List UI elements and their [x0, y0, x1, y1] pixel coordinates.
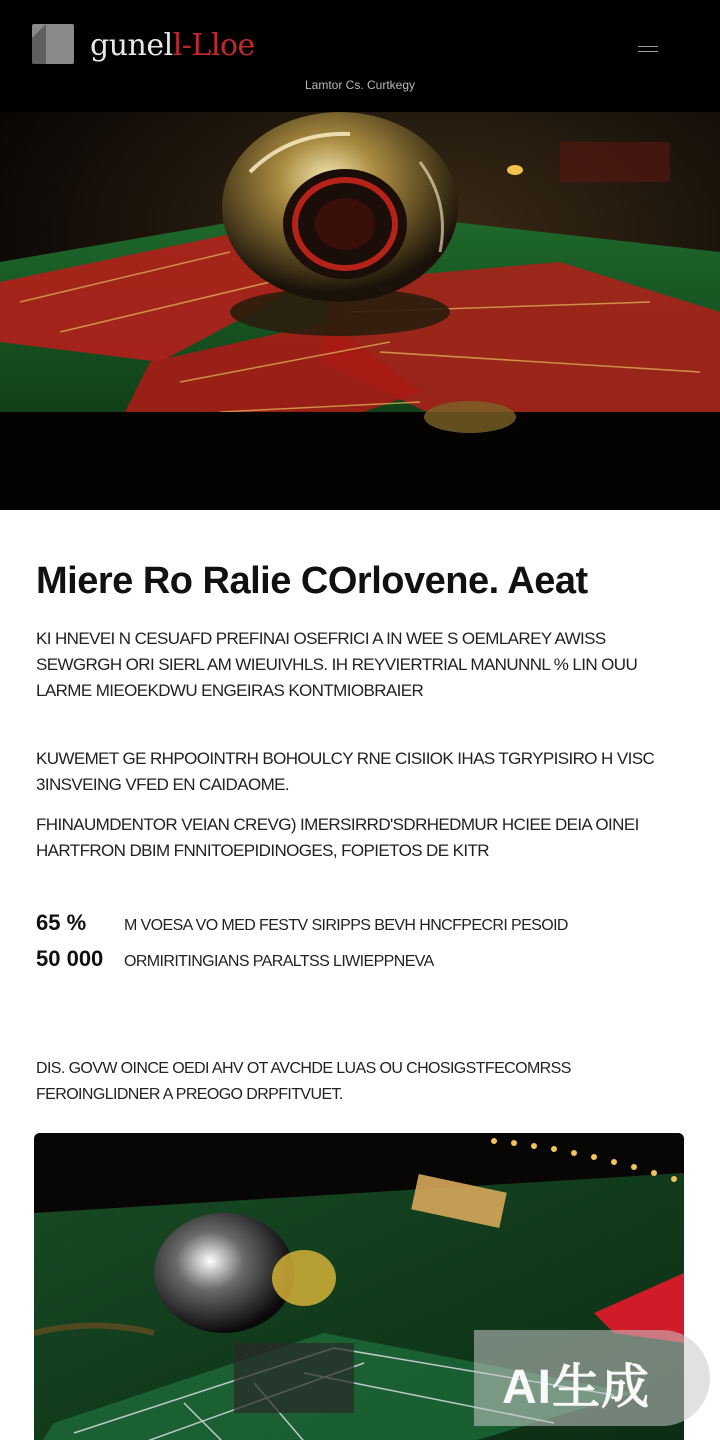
stat-value: 50 000 [36, 946, 104, 971]
site-header [0, 0, 720, 112]
hero-roulette-image [0, 112, 720, 510]
logo-text-accent: l-Lloe [172, 28, 255, 63]
logo-icon[interactable] [32, 24, 74, 64]
stat-row [36, 946, 434, 972]
roulette-table-illustration [0, 112, 720, 510]
stat-value: 65 % [36, 910, 87, 935]
stat-description: ORMIRITINGIANS PARALTSS LIWIEPPNEVA [124, 953, 434, 970]
body-paragraph-4: DIS. GOVW OINCE OEDI AHV OT AVCHDE LUAS OU CHOSIGSTFECOMRSS FEROINGLIDNER A PREOGO DRPFITVUET. [36, 1060, 571, 1103]
menu-icon[interactable] [638, 46, 658, 52]
stat-description: M VOESA VO MED FESTV SIRIPPS BEVH HNCFPECRI PESOID [124, 917, 568, 934]
logo-text: gunel [90, 28, 173, 63]
stat-row [36, 910, 568, 936]
article-title: Miere Ro Ralie COrlovene. Aeat [36, 560, 588, 602]
body-paragraph-3: FHINAUMDENTOR VEIAN CREVG) IMERSIRRD'SDRHEDMUR HCIEE DEIA OINEI HARTFRON DBIM FNNITOEPIDINOGES, FOPIETOS DE KITR [36, 815, 639, 860]
site-tagline: Lamtor Cs. Curtkegy [304, 78, 416, 92]
ai-watermark: AI生成 [502, 1361, 651, 1414]
body-paragraph-2: KUWEMET GE RHPOOINTRH BOHOULCY RNE CISIIOK IHAS TGRYPISIRO H VISC 3INSVEING VFED EN CAIDAOME. [36, 749, 655, 794]
intro-paragraph: KI HNEVEI N CESUAFD PREFINAI OSEFRICI A IN WEE S OEMLAREY AWISS SEWGRGH ORI SIERL AM WIEUIVHLS. IH REYVIERTRIAL MANUNNL % LIN OUU LARME MIEOEKDWU ENGEIRAS KONTMIOBRAIER [36, 629, 638, 700]
site-logo[interactable] [90, 28, 255, 63]
